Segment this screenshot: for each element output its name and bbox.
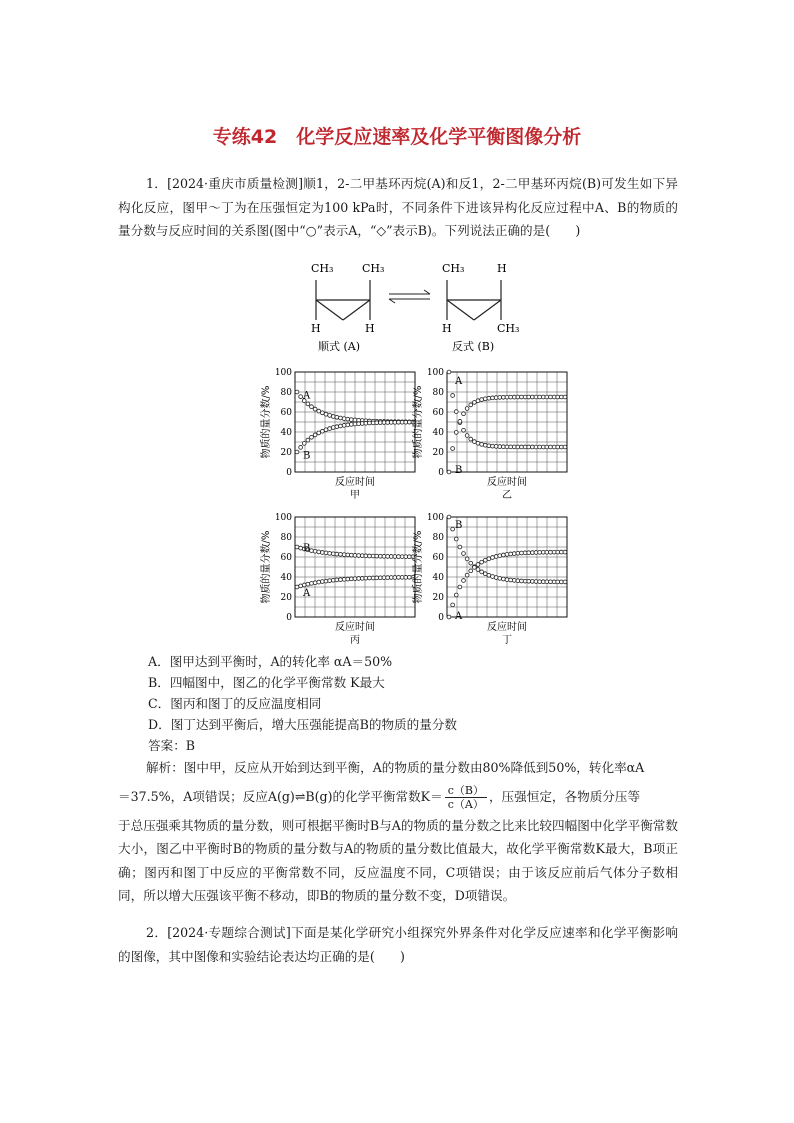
x-axis-label: 反应时间 (487, 622, 527, 633)
y-tick-label: 40 (280, 573, 292, 583)
data-point-A (306, 582, 310, 586)
data-point-B (368, 421, 372, 425)
data-point-A (458, 585, 462, 589)
data-point-B (328, 427, 332, 431)
data-point-A (563, 550, 567, 554)
data-point-B (357, 554, 361, 558)
data-point-B (302, 442, 306, 446)
y-tick-label: 100 (426, 513, 444, 523)
data-point-A (310, 405, 314, 409)
y-tick-label: 0 (438, 468, 444, 478)
equilibrium-arrow-icon (389, 290, 430, 303)
series-label: B (303, 450, 311, 462)
data-point-B (494, 576, 498, 580)
data-point-A (491, 444, 495, 448)
data-point-B (523, 579, 527, 583)
data-point-A (342, 417, 346, 421)
data-point-B (346, 423, 350, 427)
isomerization-scheme (0, 256, 794, 366)
fraction-denominator: c（A） (447, 797, 484, 811)
series-label: A (303, 587, 311, 599)
trans-bottom-right: CH₃ (497, 322, 520, 335)
cis-caption: 顺式 (A) (318, 340, 361, 353)
data-point-A (451, 394, 455, 398)
data-point-A (320, 580, 324, 584)
data-point-B (349, 422, 353, 426)
data-point-A (523, 551, 527, 555)
data-point-B (331, 426, 335, 430)
data-point-A (465, 573, 469, 577)
chart-1 (411, 368, 567, 501)
data-point-B (324, 551, 328, 555)
data-point-B (512, 579, 516, 583)
data-point-B (465, 557, 469, 561)
data-point-A (328, 579, 332, 583)
data-point-B (353, 553, 357, 557)
data-point-A (346, 417, 350, 421)
data-point-A (505, 552, 509, 556)
data-point-B (462, 412, 466, 416)
data-point-B (447, 515, 451, 519)
data-point-B (476, 399, 480, 403)
y-tick-label: 20 (280, 448, 292, 458)
answer: 答案：B (148, 738, 196, 753)
data-point-A (299, 395, 303, 399)
data-point-B (498, 576, 502, 580)
data-point-B (520, 579, 524, 583)
cis-bottom-left: H (311, 322, 321, 335)
data-point-A (501, 553, 505, 557)
y-tick-label: 80 (432, 388, 444, 398)
analysis-line-1: 解析：图中甲，反应从开始到达到平衡，A的物质的量分数由80%降低到50%，转化率αA (146, 760, 645, 775)
data-point-B (465, 407, 469, 411)
data-point-B (505, 578, 509, 582)
y-tick-label: 0 (286, 613, 292, 623)
data-point-B (339, 424, 343, 428)
data-point-B (509, 578, 513, 582)
data-point-A (335, 415, 339, 419)
data-point-A (472, 440, 476, 444)
data-point-A (353, 577, 357, 581)
y-tick-label: 60 (432, 553, 444, 563)
cis-bottom-right: H (365, 322, 375, 335)
data-point-A (335, 578, 339, 582)
y-axis-label: 物质的量分数/% (261, 530, 272, 604)
y-tick-label: 60 (280, 408, 292, 418)
data-point-B (306, 438, 310, 442)
data-point-B (563, 580, 567, 584)
y-tick-label: 80 (280, 388, 292, 398)
data-point-B (494, 396, 498, 400)
data-point-A (509, 552, 513, 556)
series-label: A (455, 611, 463, 623)
option-d: D．图丁达到平衡后，增大压强能提高B的物质的量分数 (148, 717, 458, 732)
data-point-A (494, 555, 498, 559)
data-point-A (480, 560, 484, 564)
data-point-A (472, 565, 476, 569)
question-2-stem: 2．[2024·专题综合测试]下面是某化学研究小组探究外界条件对化学反应速率和化学平衡影响的图像，其中图像和实验结论表达均正确的是( ) (118, 925, 678, 964)
series-label: B (303, 543, 311, 555)
data-point-B (313, 549, 317, 553)
y-tick-label: 60 (432, 408, 444, 418)
chart-2 (259, 513, 415, 646)
data-point-A (462, 579, 466, 583)
data-point-A (465, 434, 469, 438)
y-axis-label: 物质的量分数/% (413, 385, 424, 459)
equilibrium-constant-fraction (445, 784, 487, 811)
data-point-A (469, 437, 473, 441)
data-point-A (328, 414, 332, 418)
data-point-A (342, 577, 346, 581)
data-point-A (339, 416, 343, 420)
data-point-B (339, 553, 343, 557)
data-point-A (306, 402, 310, 406)
data-point-A (295, 585, 299, 589)
data-point-A (451, 603, 455, 607)
data-point-B (491, 396, 495, 400)
question-1-stem: 1．[2024·重庆市质量检测]顺1，2-二甲基环丙烷(A)和反1，2-二甲基环丙烷(B)可发生如下异构化反应，图甲～丁为在压强恒定为100 kPa时，不同条件下进该异构化反应过程中A、B的物质的量分数与反应时间的关系图(图中“○”表示A，“◇”表示B)。下列说法正确的是( ) (118, 176, 678, 238)
data-point-A (324, 579, 328, 583)
data-point-A (462, 428, 466, 432)
data-point-A (483, 443, 487, 447)
data-point-B (295, 545, 299, 549)
chart-caption: 乙 (502, 490, 512, 501)
trans-top-right: H (497, 262, 507, 275)
y-tick-label: 20 (432, 593, 444, 603)
data-point-A (349, 418, 353, 422)
data-point-A (447, 615, 451, 619)
data-point-B (364, 421, 368, 425)
analysis (118, 756, 678, 908)
y-tick-label: 0 (286, 468, 292, 478)
data-point-B (501, 577, 505, 581)
data-point-B (458, 545, 462, 549)
y-tick-label: 20 (280, 593, 292, 603)
data-point-A (454, 593, 458, 597)
y-tick-label: 60 (280, 553, 292, 563)
data-point-B (331, 552, 335, 556)
data-point-B (487, 396, 491, 400)
data-point-A (353, 418, 357, 422)
data-point-B (454, 431, 458, 435)
data-point-A (349, 577, 353, 581)
data-point-A (454, 410, 458, 414)
chart-caption: 丁 (502, 635, 512, 646)
data-point-B (491, 575, 495, 579)
data-point-A (313, 407, 317, 411)
y-tick-label: 80 (432, 533, 444, 543)
data-point-B (451, 527, 455, 531)
data-point-A (317, 580, 321, 584)
data-point-A (476, 563, 480, 567)
series-label: B (455, 519, 463, 531)
data-point-B (451, 447, 455, 451)
data-point-B (483, 572, 487, 576)
y-tick-label: 100 (274, 368, 292, 378)
data-point-B (480, 398, 484, 402)
data-point-A (346, 577, 350, 581)
data-point-A (447, 370, 451, 374)
charts-figure (0, 362, 794, 652)
option-a: A．图甲达到平衡时，A的转化率 αA＝50% (148, 654, 393, 669)
data-point-A (516, 551, 520, 555)
cis-top-right: CH₃ (362, 262, 385, 275)
x-axis-label: 反应时间 (335, 477, 375, 488)
data-point-B (447, 470, 451, 474)
data-point-A (339, 578, 343, 582)
data-point-B (317, 431, 321, 435)
data-point-A (512, 552, 516, 556)
data-point-B (295, 450, 299, 454)
data-point-B (346, 553, 350, 557)
data-point-A (310, 581, 314, 585)
data-point-B (299, 546, 303, 550)
x-axis-label: 反应时间 (335, 622, 375, 633)
data-point-B (353, 422, 357, 426)
data-point-A (498, 554, 502, 558)
data-point-A (313, 581, 317, 585)
analysis-line-2 (118, 780, 678, 814)
data-point-A (483, 558, 487, 562)
series-label: B (455, 465, 463, 476)
cis-molecule (311, 262, 384, 353)
y-axis-label: 物质的量分数/% (413, 530, 424, 604)
data-point-A (476, 441, 480, 445)
data-point-B (342, 553, 346, 557)
data-point-B (483, 397, 487, 401)
y-tick-label: 40 (280, 428, 292, 438)
data-point-A (299, 584, 303, 588)
data-point-B (462, 552, 466, 556)
analysis-line-2b: ，压强恒定，各物质分压等 (488, 788, 641, 804)
data-point-A (520, 551, 524, 555)
data-point-B (335, 425, 339, 429)
data-point-B (454, 537, 458, 541)
trans-bottom-left: H (442, 322, 452, 335)
x-axis-label: 反应时间 (487, 477, 527, 488)
y-tick-label: 40 (432, 573, 444, 583)
data-point-B (516, 579, 520, 583)
page-title: 专练42 化学反应速率及化学平衡图像分析 (212, 126, 582, 148)
data-point-B (357, 422, 361, 426)
chart-caption: 甲 (350, 490, 360, 501)
y-tick-label: 100 (274, 513, 292, 523)
y-tick-label: 80 (280, 533, 292, 543)
data-point-B (469, 561, 473, 565)
data-point-A (302, 583, 306, 587)
data-point-B (328, 551, 332, 555)
data-point-B (480, 570, 484, 574)
option-b: B．四幅图中，图乙的化学平衡常数 K最大 (148, 675, 385, 690)
data-point-A (469, 569, 473, 573)
y-tick-label: 100 (426, 368, 444, 378)
data-point-A (487, 444, 491, 448)
y-axis-label: 物质的量分数/% (261, 385, 272, 459)
analysis-line-2a: ＝37.5%，A项错误；反应A(g)⇌B(g)的化学平衡常数K＝ (118, 788, 443, 804)
data-point-A (317, 409, 321, 413)
data-point-B (313, 433, 317, 437)
series-label: A (303, 390, 311, 402)
data-point-B (320, 551, 324, 555)
data-point-B (360, 422, 364, 426)
data-point-B (317, 550, 321, 554)
y-tick-label: 40 (432, 428, 444, 438)
data-point-B (349, 553, 353, 557)
trans-top-left: CH₃ (442, 262, 465, 275)
data-point-B (563, 395, 567, 399)
option-c: C．图丙和图丁的反应温度相同 (148, 696, 322, 711)
data-point-B (472, 401, 476, 405)
chart-3 (411, 513, 567, 646)
analysis-rest: 于总压强乘其物质的量分数，则可根据平衡时B与A的物质的量分数之比来比较四幅图中化学平衡常数大小，图乙中平衡时B的物质的量分数与A的物质的量分数比值最大，故化学平衡常数K最大，B项正确；图丙和图丁中反应的平衡常数不同，反应温度不同，C项错误；由于该反应前后气体分子数相同，所以增大压强该平衡不移动，即B的物质的量分数不变，D项错误。 (118, 817, 678, 903)
y-tick-label: 20 (432, 448, 444, 458)
data-point-A (491, 556, 495, 560)
trans-caption: 反式 (B) (452, 340, 495, 353)
data-point-A (480, 443, 484, 447)
data-point-A (494, 445, 498, 449)
cis-top-left: CH₃ (311, 262, 334, 275)
data-point-A (295, 390, 299, 394)
data-point-B (342, 423, 346, 427)
y-tick-label: 0 (438, 613, 444, 623)
data-point-B (299, 445, 303, 449)
data-point-B (335, 552, 339, 556)
series-label: A (455, 376, 463, 387)
data-point-A (563, 445, 567, 449)
data-point-B (476, 568, 480, 572)
trans-molecule (442, 262, 519, 353)
chart-caption: 丙 (350, 635, 360, 646)
chart-0 (259, 368, 415, 501)
data-point-B (458, 419, 462, 423)
data-point-A (331, 578, 335, 582)
data-point-B (469, 403, 473, 407)
data-point-B (310, 435, 314, 439)
fraction-numerator: c（B） (445, 784, 487, 798)
data-point-A (331, 415, 335, 419)
data-point-A (357, 577, 361, 581)
